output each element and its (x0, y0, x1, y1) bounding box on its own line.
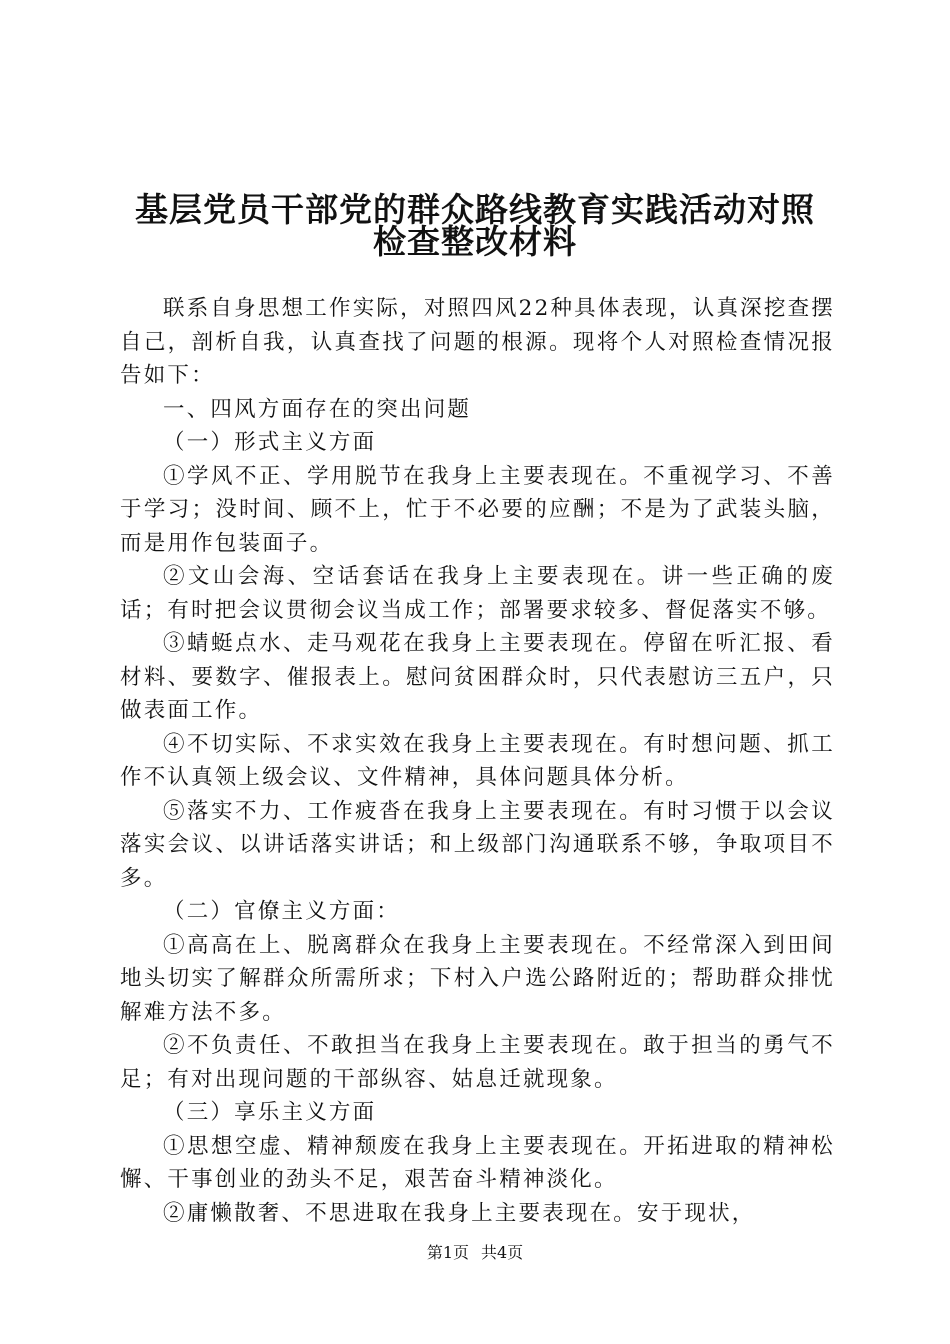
page-number: 第1页 (426, 1243, 469, 1262)
body-paragraph: ④不切实际、不求实效在我身上主要表现在。有时想问题、抓工作不认真领上级会议、文件精神，具体问题具体分析。 (120, 731, 835, 790)
body-paragraph: ①学风不正、学用脱节在我身上主要表现在。不重视学习、不善于学习；没时间、顾不上，忙于不必要的应酬；不是为了武装头脑，而是用作包装面子。 (120, 463, 835, 556)
subsection-heading: （一）形式主义方面 (163, 430, 377, 455)
body-paragraph: ②文山会海、空话套话在我身上主要表现在。讲一些正确的废话；有时把会议贯彻会议当成工作；部署要求较多、督促落实不够。 (120, 564, 835, 623)
subsection-heading: （二）官僚主义方面： (163, 899, 401, 924)
body-paragraph: ①思想空虚、精神颓废在我身上主要表现在。开拓进取的精神松懈、干事创业的劲头不足，艰苦奋斗精神淡化。 (120, 1133, 835, 1192)
document-title-line1: 基层党员干部党的群众路线教育实践活动对照 (135, 190, 815, 229)
intro-paragraph: 联系自身思想工作实际，对照四风22种具体表现，认真深挖查摆自己，剖析自我，认真查找了问题的根源。现将个人对照检查情况报告如下： (120, 296, 835, 388)
body-paragraph: ②庸懒散奢、不思进取在我身上主要表现在。安于现状， (163, 1200, 756, 1226)
document-title-line2: 检查整改材料 (373, 222, 577, 261)
body-paragraph: ①高高在上、脱离群众在我身上主要表现在。不经常深入到田间地头切实了解群众所需所求；下村入户选公路附近的；帮助群众排忧解难方法不多。 (120, 932, 835, 1025)
body-paragraph: ⑤落实不力、工作疲沓在我身上主要表现在。有时习惯于以会议落实会议、以讲话落实讲话；和上级部门沟通联系不够，争取项目不多。 (120, 798, 835, 891)
body-paragraph: ③蜻蜓点水、走马观花在我身上主要表现在。停留在听汇报、看材料、要数字、催报表上。慰问贫困群众时，只代表慰访三五户，只做表面工作。 (120, 631, 835, 723)
page-total: 共4页 (481, 1243, 524, 1262)
body-paragraph: ②不负责任、不敢担当在我身上主要表现在。敢于担当的勇气不足；有对出现问题的干部纵容、姑息迁就现象。 (120, 1033, 835, 1092)
document-body (120, 292, 835, 1230)
subsection-heading: （三）享乐主义方面 (163, 1100, 377, 1125)
section-heading: 一、四风方面存在的突出问题 (163, 396, 472, 422)
page-footer (0, 1243, 950, 1263)
